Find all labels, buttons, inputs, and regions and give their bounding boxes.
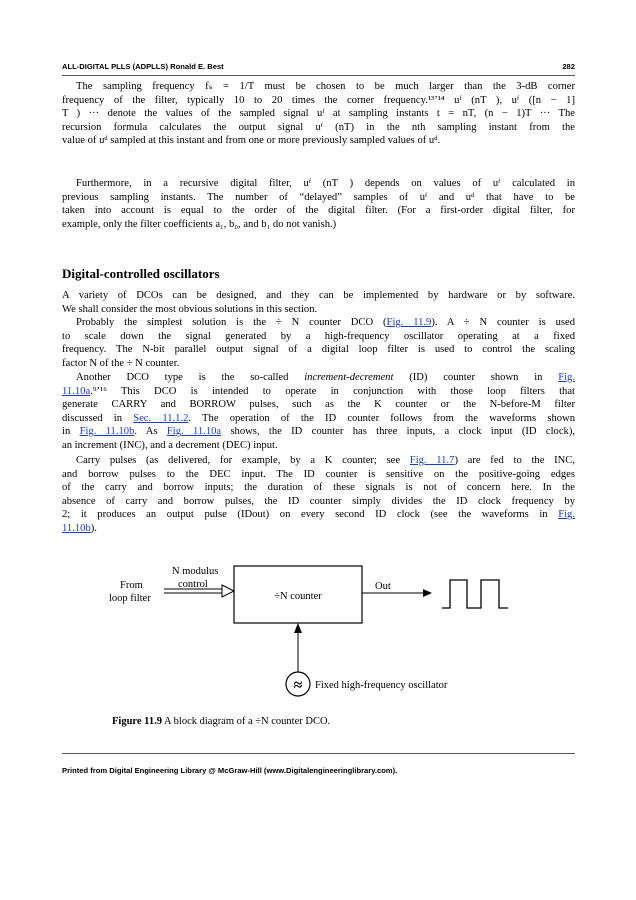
text-line: taken into account is equal to the order of the digital filter. (For a first-order digital filter, for [62,205,575,217]
text-line [62,385,575,399]
text-line: absence of carry and borrow pulses, the ID counter simply divides the ID clock frequency by [62,495,575,507]
text-line: an increment (INC), and a decrement (DEC) input. [62,439,278,451]
caption-text: A block diagram of a ÷N counter DCO. [161,716,331,727]
text-line: and borrow pulses to the DEC input. The ID counter is sensitive on the positive-going edges [62,468,575,480]
figure-caption [112,716,330,727]
text-span: ) are fed to the INC, [454,455,576,466]
text-line [62,371,575,385]
text-line: recursion formula calculates the output signal uᶠ (nT) in the nth sampling instant from the [62,121,575,133]
text-line [62,454,575,468]
text-line: frequency of the filter, typically 10 to 20 times the corner frequency.¹³ʼ¹⁴ uᶠ (nT ), uᶠ ([n − 1] [62,94,575,106]
text-line: previous sampling instants. The number of “delayed” samples of uᶠ and uᵈ that have to be [62,191,575,203]
link-fig-11-10a[interactable]: 11.10a [62,385,91,397]
paragraph-recursive-filter [62,177,575,231]
running-title: ALL-DIGITAL PLLS (ADPLLS) Ronald E. Best [62,62,224,71]
text-line: value of uᵈ sampled at this instant and from one or more previously sampled values of uᵈ. [62,135,441,147]
text-span: 2; it produces an output pulse (IDout) on every second ID clock (see the waveforms in [62,509,559,521]
link-fig-11-10a[interactable]: Fig. [558,372,575,383]
text-line: We shall consider the most obvious solutions in this section. [62,303,318,315]
paragraph-carry-borrow [62,454,575,536]
header-divider [62,75,575,76]
output-arrow-icon [423,589,432,597]
text-line [62,412,575,426]
label-from: From [120,580,143,591]
text-span: ). [90,522,97,534]
link-fig-11-7[interactable]: Fig. 11.7 [409,455,455,466]
link-fig-11-10b[interactable]: Fig. 11.10b [79,426,135,438]
text-span: . As [134,426,167,438]
text-span: ). A ÷ N counter is used [431,317,575,328]
oscillator-symbol-icon: ≈ [293,677,303,694]
text-span: Another DCO type is the so-called [76,372,305,383]
link-sec-11-1-2[interactable]: Sec. 11.1.2 [133,412,189,424]
text-span: Probably the simplest solution is the ÷ N counter DCO ( [76,317,387,328]
link-fig-11-10a[interactable]: Fig. 11.10a [166,426,222,438]
text-span: discussed in [62,412,134,424]
counter-label: ÷N counter [274,591,322,602]
text-span: .⁹ʼ¹⁶ This DCO is intended to operate in conjunction with those loop filters that [90,385,575,397]
text-span: Carry pulses (as delivered, for example, by a K counter; see [76,455,410,466]
emphasis-text: increment-decrement [304,372,394,383]
oscillator-arrow-icon [294,623,302,633]
text-line [62,425,575,439]
text-span: in [62,426,80,438]
footer-note: Printed from Digital Engineering Library @ McGraw-Hill (www.Digitalengineeringlibrary.com). [62,766,398,775]
label-n-modulus: N modulus [172,566,219,577]
text-line: The sampling frequency fₛ = 1/T must be chosen to be much larger than the 3-dB corner [76,81,575,92]
text-span: . The operation of the ID counter follows from the waveforms shown [188,412,576,424]
footer-divider [62,753,575,754]
text-line: example, only the filter coefficients a₁, b₀, and b₁ do not vanish.) [62,218,337,230]
text-line: Furthermore, in a recursive digital filter, uᶠ (nT ) depends on values of uᶠ calculated in [76,178,575,189]
label-out: Out [375,581,391,592]
text-line: T ) ··· denote the values of the sampled signal uᶠ at sampling instants t = nT, (n − 1)T ··· The [62,108,575,120]
text-line: generate CARRY and BORROW pulses, such as the K counter or the N-before-M filter [62,399,575,411]
paragraph-id-counter [62,371,575,453]
paragraph-sampling [62,80,575,148]
text-line: factor N of the ÷ N counter. [62,357,180,369]
page-number: 282 [562,62,575,71]
label-loop-filter: loop filter [109,593,151,604]
paragraph-dco-intro [62,289,575,316]
section-heading: Digital-controlled oscillators [62,266,220,281]
paragraph-n-counter [62,316,575,370]
link-fig-11-9[interactable]: Fig. 11.9 [386,317,432,328]
text-line: of the carry and borrow inputs; the duration of these signals is not of concern here. In the [62,482,575,494]
label-oscillator: Fixed high-frequency oscillator [315,680,448,691]
text-line [62,316,575,330]
text-line: A variety of DCOs can be designed, and they can be implemented by hardware or by software. [62,290,575,301]
link-fig-11-10b[interactable]: Fig. [558,509,575,521]
text-line: frequency. The N-bit parallel output signal of a digital loop filter is used to control the scaling [62,344,575,356]
text-line [62,508,575,522]
text-span: (ID) counter shown in [393,372,559,383]
text-line [62,522,575,536]
label-control: control [178,579,208,590]
caption-label: Figure 11.9 [112,716,162,727]
text-span: shows, the ID counter has three inputs, a clock input (ID clock), [221,426,576,438]
square-wave-icon [442,580,508,608]
text-line: to scale down the signal generated by a high-frequency oscillator operating at a fixed [62,330,575,342]
figure-block-diagram [100,560,520,710]
link-fig-11-10b[interactable]: 11.10b [62,522,91,534]
input-arrow-icon [222,585,234,597]
